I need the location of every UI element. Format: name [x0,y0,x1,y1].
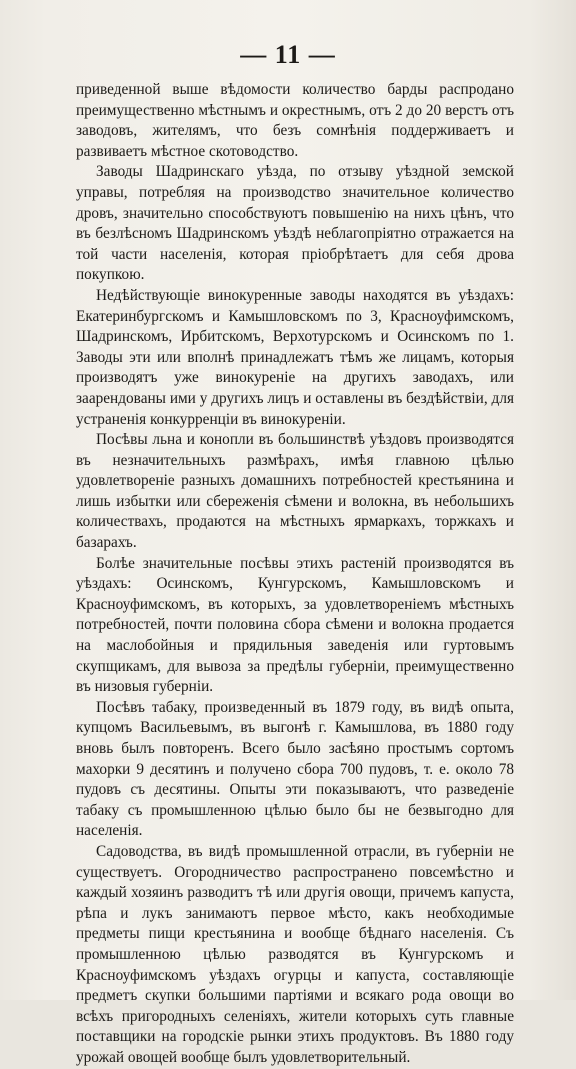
paragraph-6: Посѣвъ табаку, произведенный въ 1879 году, въ видѣ опыта, купцомъ Васильевымъ, въ выгонѣ г. Камышлова, въ 1880 году вновь былъ повторенъ. Всего было засѣяно простымъ сортомъ махорки 9 десятинъ и получено сбора 700 пудовъ, т. е. около 78 пудовъ съ десятины. Опыты эти показываютъ, что разведеніе табаку съ промышленною цѣлью было бы не безвыгодно для населенія. [76,698,514,840]
paragraph-5: Болѣе значительные посѣвы этихъ растеній производятся въ уѣздахъ: Осинскомъ, Кунгурскомъ, Камышловскомъ и Красноуфимскомъ, въ которыхъ, за удовлетвореніемъ мѣстныхъ потребностей, почти половина сбора сѣмени и волокна продается на маслобойныя и прядильныя заведенія или гуртовымъ скупщикамъ, для вывоза за предѣлы губерніи, преимущественно въ низовыя губерніи. [76,554,514,696]
paragraph-1: приведенной выше вѣдомости количество барды распродано преимущественно мѣстнымъ и окрестнымъ, отъ 2 до 20 верстъ отъ заводовъ, жителямъ, что безъ сомнѣнія поддерживаетъ и развиваетъ мѣстное скотоводство. [76,81,514,160]
paragraph-7: Садоводства, въ видѣ промышленной отрасли, въ губерніи не существуетъ. Огородничество распространено повсемѣстно и каждый хозяинъ разводитъ тѣ или другія овощи, причемъ капуста, рѣпа и лукъ занимаютъ первое мѣсто, какъ необходимые предметы пищи крестьянина и вообще бѣднаго населенія. Съ промышленною цѣлью разводятся въ Кунгурскомъ и Красноуфимскомъ уѣздахъ огурцы и капуста, составляющіе предметъ скупки большими партіями и всякаго рода овощи во всѣхъ пригородныхъ селеніяхъ, жители которыхъ суть главные поставщики на городскіе рынки этихъ продуктовъ. Въ 1880 году урожай овощей вообще былъ удовлетворительный. [76,842,514,1066]
body-text [76,80,514,1069]
paragraph-2: Заводы Шадринскаго уѣзда, по отзыву уѣздной земской управы, потребляя на производство значительное количество дровъ, значительно способствуютъ повышенію на нихъ цѣнъ, что въ безлѣсномъ Шадринскомъ уѣздѣ неблагопріятно отражается на той части населенія, которая пріобрѣтаетъ для себя дрова покупкою. [76,163,514,284]
paragraph-4: Посѣвы льна и конопли въ большинствѣ уѣздовъ производятся въ незначительныхъ размѣрахъ, имѣя главною цѣлью удовлетвореніе разныхъ домашнихъ потребностей крестьянина и лишь избытки или сбереженія сѣмени и волокна, въ небольшихъ количествахъ, продаются на мѣстныхъ ярмаркахъ, торжкахъ и базарахъ. [76,431,514,552]
page-number: — 11 — [240,40,336,69]
paragraph-3: Недѣйствующіе винокуренные заводы находятся въ уѣздахъ: Екатеринбургскомъ и Камышловскомъ по 3, Красноуфимскомъ, Шадринскомъ, Ирбитскомъ, Верхотурскомъ и Осинскомъ по 1. Заводы эти или вполнѣ принадлежатъ тѣмъ же лицамъ, которыя производятъ уже винокуреніе на другихъ заводахъ, или заарендованы ими у другихъ лицъ и оставлены въ бездѣйствіи, для устраненія конкурренціи въ винокуреніи. [76,286,514,428]
